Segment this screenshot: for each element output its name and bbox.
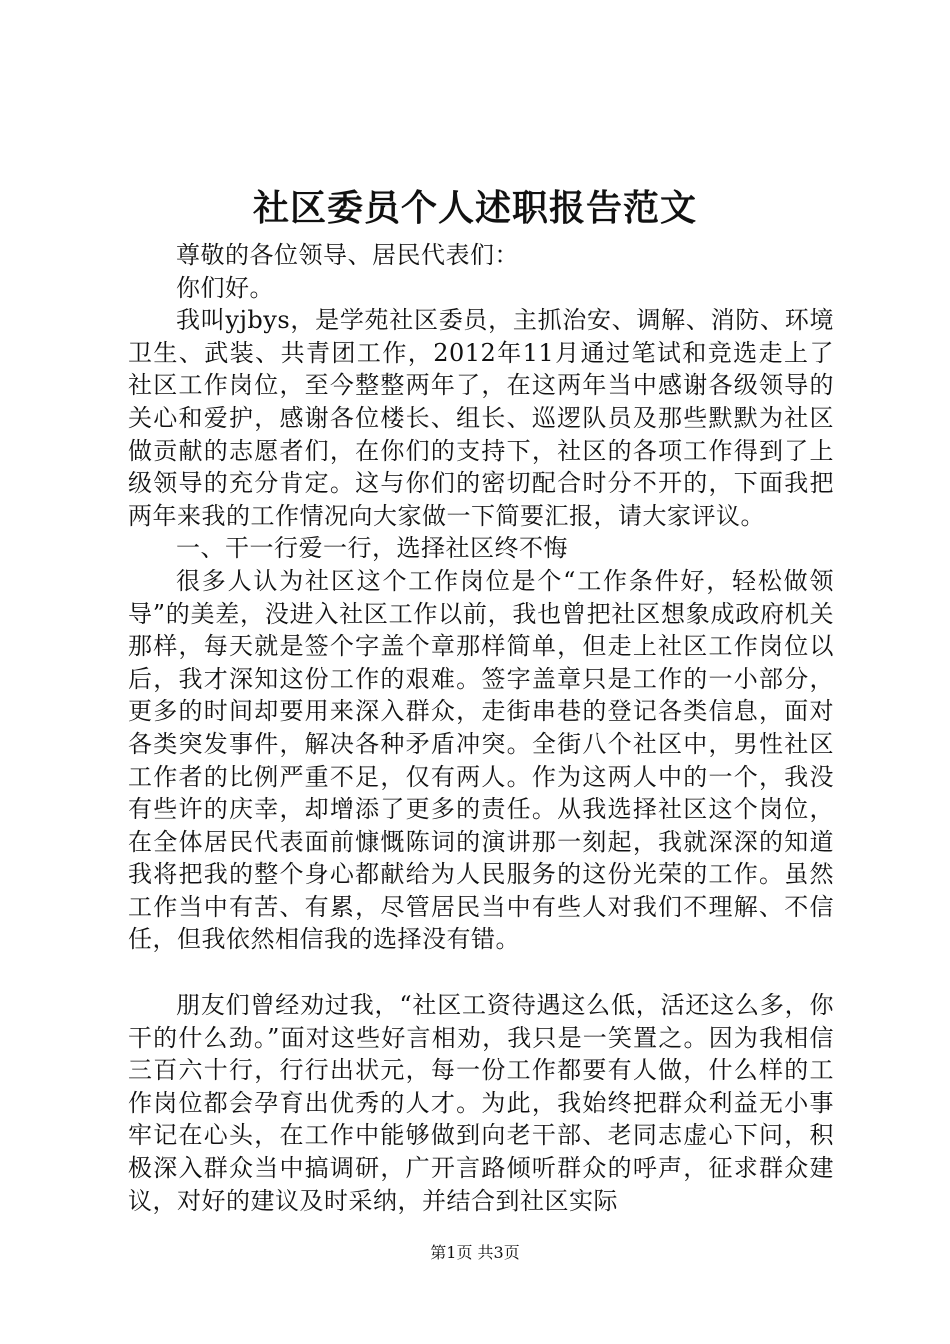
page-number-footer: 第1页 共3页 <box>430 1243 520 1262</box>
paragraph-spacer <box>128 956 834 989</box>
body-paragraph: 很多人认为社区这个工作岗位是个“工作条件好，轻松做领导”的美差，没进入社区工作以前，我也曾把社区想象成政府机关那样，每天就是签个字盖个章那样简单，但走上社区工作岗位以后，我才深知这份工作的艰难。签字盖章只是工作的一小部分，更多的时间却要用来深入群众，走街串巷的登记各类信息，面对各类突发事件，解决各种矛盾冲突。全街八个社区中，男性社区工作者的比例严重不足，仅有两人。作为这两人中的一个，我没有些许的庆幸，却增添了更多的责任。从我选择社区这个岗位，在全体居民代表面前慷慨陈词的演讲那一刻起，我就深深的知道我将把我的整个身心都献给为人民服务的这份光荣的工作。虽然工作当中有苦、有累，尽管居民当中有些人对我们不理解、不信任，但我依然相信我的选择没有错。 <box>128 566 834 954</box>
body-paragraph: 朋友们曾经劝过我，“社区工资待遇这么低，活还这么多，你干的什么劲。”面对这些好言相劝，我只是一笑置之。因为我相信三百六十行，行行出状元，每一份工作都要有人做，什么样的工作岗位都会孕育出优秀的人才。为此，我始终把群众利益无小事牢记在心头，在工作中能够做到向老干部、老同志虚心下问，积极深入群众当中搞调研，广开言路倾听群众的呼声，征求群众建议，对好的建议及时采纳，并结合到社区实际 <box>128 991 834 1215</box>
salutation-paragraph: 尊敬的各位领导、居民代表们： <box>176 241 519 269</box>
greeting-paragraph: 你们好。 <box>176 273 274 302</box>
document-title: 社区委员个人述职报告范文 <box>252 187 697 229</box>
intro-paragraph: 我叫yjbys，是学苑社区委员，主抓治安、调解、消防、环境卫生、武装、共青团工作，2012年11月通过笔试和竞选走上了社区工作岗位，至今整整两年了，在这两年当中感谢各级领导的关心和爱护，感谢各位楼长、组长、巡逻队员及那些默默为社区做贡献的志愿者们，在你们的支持下，社区的各项工作得到了上级领导的充分肯定。这与你们的密切配合时分不开的，下面我把两年来我的工作情况向大家做一下简要汇报，请大家评议。 <box>128 306 834 530</box>
section-heading: 一、干一行爱一行，选择社区终不悔 <box>176 534 568 563</box>
document-body <box>128 239 834 1217</box>
